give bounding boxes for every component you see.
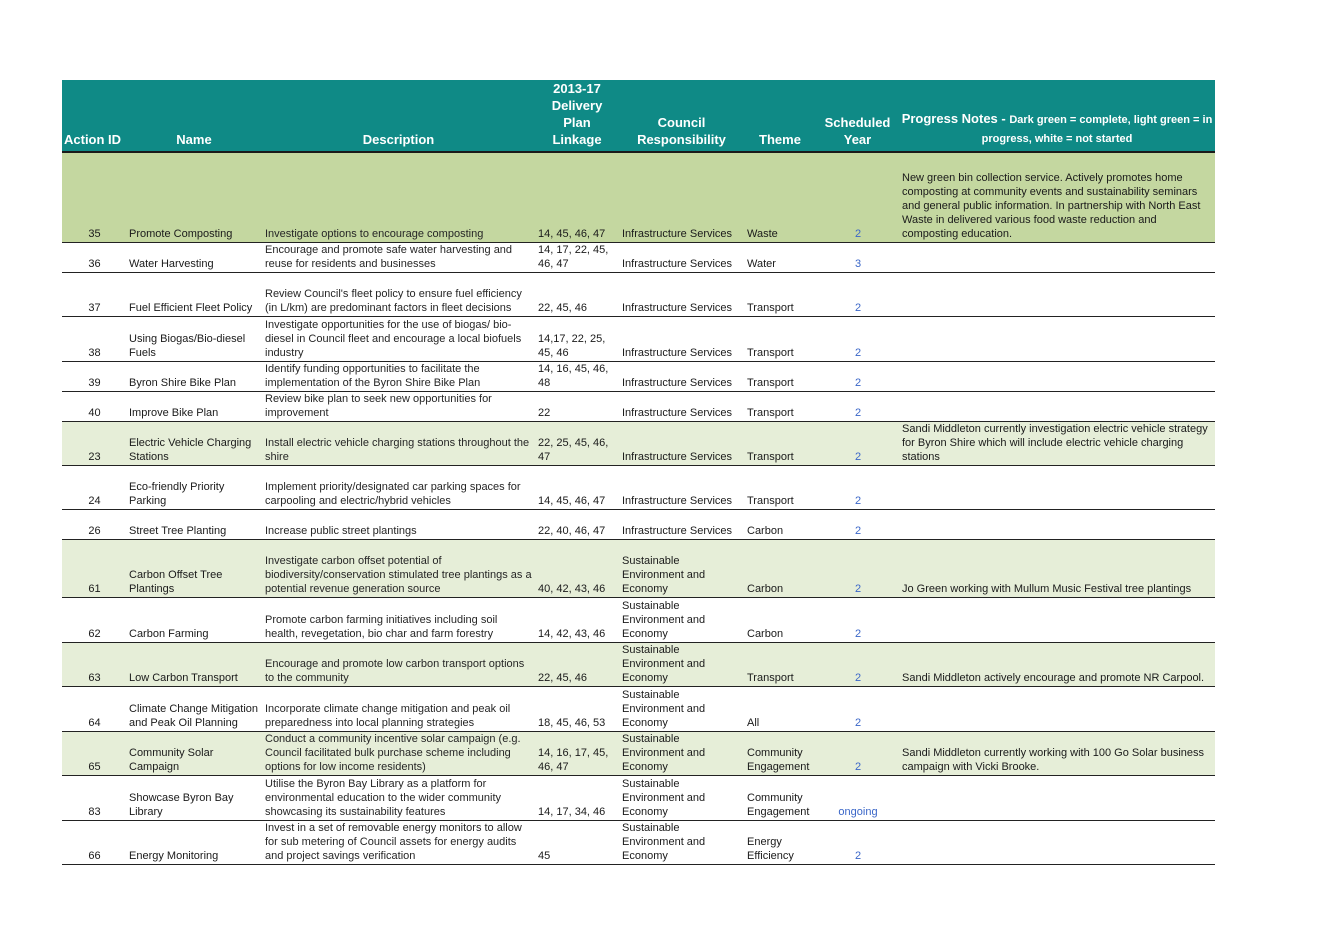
description-cell: Encourage and promote safe water harvesting and reuse for residents and businesses: [262, 242, 535, 272]
name-cell: Fuel Efficient Fleet Policy: [126, 272, 262, 316]
notes-cell: [899, 316, 1215, 361]
table-row: [62, 465, 1215, 509]
description-cell: Install electric vehicle charging stations throughout the shire: [262, 421, 535, 465]
responsibility-cell: Infrastructure Services: [619, 391, 744, 421]
description-cell: Increase public street plantings: [262, 509, 535, 539]
name-cell: Community Solar Campaign: [126, 731, 262, 775]
name-cell: Street Tree Planting: [126, 509, 262, 539]
description-cell: Invest in a set of removable energy monitors to allow for sub metering of Council assets for energy audits and project savings verification: [262, 820, 535, 864]
table-header: [62, 80, 1215, 152]
name-cell: Showcase Byron Bay Library: [126, 775, 262, 820]
table-body: [62, 152, 1215, 864]
table-row: [62, 272, 1215, 316]
theme-cell: Transport: [744, 391, 816, 421]
action-id-cell: 62: [62, 597, 126, 642]
linkage-cell: 45: [535, 820, 619, 864]
responsibility-cell: Infrastructure Services: [619, 421, 744, 465]
name-cell: Byron Shire Bike Plan: [126, 361, 262, 391]
notes-cell: Sandi Middleton currently working with 100 Go Solar business campaign with Vicki Brooke.: [899, 731, 1215, 775]
table-row: [62, 642, 1215, 686]
responsibility-cell: Infrastructure Services: [619, 361, 744, 391]
action-table: [62, 80, 1215, 865]
theme-cell: Transport: [744, 272, 816, 316]
responsibility-cell: Sustainable Environment and Economy: [619, 597, 744, 642]
action-id-cell: 65: [62, 731, 126, 775]
theme-cell: All: [744, 686, 816, 731]
linkage-cell: 22: [535, 391, 619, 421]
theme-cell: Transport: [744, 465, 816, 509]
linkage-cell: 22, 40, 46, 47: [535, 509, 619, 539]
header-description: Description: [262, 80, 535, 152]
table-row: [62, 242, 1215, 272]
linkage-cell: 22, 45, 46: [535, 272, 619, 316]
name-cell: Carbon Farming: [126, 597, 262, 642]
description-cell: Investigate options to encourage composting: [262, 152, 535, 242]
name-cell: Climate Change Mitigation and Peak Oil Planning: [126, 686, 262, 731]
responsibility-cell: Sustainable Environment and Economy: [619, 820, 744, 864]
action-id-cell: 24: [62, 465, 126, 509]
table-row: [62, 361, 1215, 391]
theme-cell: Transport: [744, 642, 816, 686]
name-cell: Electric Vehicle Charging Stations: [126, 421, 262, 465]
responsibility-cell: Infrastructure Services: [619, 152, 744, 242]
action-plan-sheet: [62, 80, 1215, 865]
name-cell: Improve Bike Plan: [126, 391, 262, 421]
notes-cell: [899, 597, 1215, 642]
responsibility-cell: Infrastructure Services: [619, 465, 744, 509]
notes-cell: Jo Green working with Mullum Music Festival tree plantings: [899, 539, 1215, 597]
name-cell: Energy Monitoring: [126, 820, 262, 864]
table-row: [62, 391, 1215, 421]
name-cell: Low Carbon Transport: [126, 642, 262, 686]
action-id-cell: 39: [62, 361, 126, 391]
name-cell: Eco-friendly Priority Parking: [126, 465, 262, 509]
linkage-cell: 14, 17, 22, 45, 46, 47: [535, 242, 619, 272]
description-cell: Review bike plan to seek new opportunities for improvement: [262, 391, 535, 421]
linkage-cell: 40, 42, 43, 46: [535, 539, 619, 597]
action-id-cell: 66: [62, 820, 126, 864]
theme-cell: Carbon: [744, 597, 816, 642]
table-row: [62, 820, 1215, 864]
description-cell: Implement priority/designated car parking spaces for carpooling and electric/hybrid vehicles: [262, 465, 535, 509]
action-id-cell: 64: [62, 686, 126, 731]
description-cell: Encourage and promote low carbon transport options to the community: [262, 642, 535, 686]
theme-cell: Carbon: [744, 509, 816, 539]
notes-cell: Sandi Middleton currently investigation electric vehicle strategy for Byron Shire which will include electric vehicle charging stations: [899, 421, 1215, 465]
theme-cell: Energy Efficiency: [744, 820, 816, 864]
header-action-id: Action ID: [62, 80, 126, 152]
action-id-cell: 83: [62, 775, 126, 820]
year-cell: 2: [816, 421, 899, 465]
responsibility-cell: Infrastructure Services: [619, 272, 744, 316]
notes-cell: [899, 465, 1215, 509]
action-id-cell: 36: [62, 242, 126, 272]
table-row: [62, 316, 1215, 361]
action-id-cell: 26: [62, 509, 126, 539]
table-row: [62, 539, 1215, 597]
notes-cell: [899, 391, 1215, 421]
notes-cell: [899, 686, 1215, 731]
responsibility-cell: Infrastructure Services: [619, 316, 744, 361]
table-row: [62, 686, 1215, 731]
linkage-cell: 14, 45, 46, 47: [535, 152, 619, 242]
description-cell: Incorporate climate change mitigation and peak oil preparedness into local planning strategies: [262, 686, 535, 731]
description-cell: Investigate opportunities for the use of biogas/ bio-diesel in Council fleet and encourage a local biofuels industry: [262, 316, 535, 361]
year-cell: 2: [816, 509, 899, 539]
header-linkage: 2013-17 Delivery Plan Linkage: [535, 80, 619, 152]
linkage-cell: 22, 45, 46: [535, 642, 619, 686]
table-row: [62, 421, 1215, 465]
description-cell: Identify funding opportunities to facilitate the implementation of the Byron Shire Bike Plan: [262, 361, 535, 391]
theme-cell: Community Engagement: [744, 775, 816, 820]
action-id-cell: 23: [62, 421, 126, 465]
action-id-cell: 63: [62, 642, 126, 686]
description-cell: Promote carbon farming initiatives including soil health, revegetation, bio char and farm forestry: [262, 597, 535, 642]
year-cell: 2: [816, 820, 899, 864]
responsibility-cell: Sustainable Environment and Economy: [619, 686, 744, 731]
theme-cell: Transport: [744, 421, 816, 465]
header-theme: Theme: [744, 80, 816, 152]
table-row: [62, 509, 1215, 539]
year-cell: 2: [816, 642, 899, 686]
header-year: Scheduled Year: [816, 80, 899, 152]
theme-cell: Waste: [744, 152, 816, 242]
notes-cell: [899, 509, 1215, 539]
name-cell: Carbon Offset Tree Plantings: [126, 539, 262, 597]
notes-cell: Sandi Middleton actively encourage and promote NR Carpool.: [899, 642, 1215, 686]
year-cell: 2: [816, 272, 899, 316]
theme-cell: Carbon: [744, 539, 816, 597]
description-cell: Conduct a community incentive solar campaign (e.g. Council facilitated bulk purchase scheme including options for low income residents): [262, 731, 535, 775]
notes-legend: Dark green = complete, light green = in progress, white = not started: [981, 114, 1213, 145]
theme-cell: Water: [744, 242, 816, 272]
notes-cell: [899, 272, 1215, 316]
year-cell: 3: [816, 242, 899, 272]
linkage-cell: 18, 45, 46, 53: [535, 686, 619, 731]
table-row: [62, 731, 1215, 775]
action-id-cell: 40: [62, 391, 126, 421]
action-id-cell: 35: [62, 152, 126, 242]
description-cell: Investigate carbon offset potential of biodiversity/conservation stimulated tree plantings as a potential revenue generation source: [262, 539, 535, 597]
year-cell: 2: [816, 316, 899, 361]
year-cell: 2: [816, 391, 899, 421]
table-row: [62, 775, 1215, 820]
theme-cell: Community Engagement: [744, 731, 816, 775]
notes-cell: [899, 242, 1215, 272]
table-row: [62, 597, 1215, 642]
linkage-cell: 14,17, 22, 25, 45, 46: [535, 316, 619, 361]
year-cell: 2: [816, 465, 899, 509]
name-cell: Water Harvesting: [126, 242, 262, 272]
action-id-cell: 37: [62, 272, 126, 316]
linkage-cell: 14, 16, 17, 45, 46, 47: [535, 731, 619, 775]
responsibility-cell: Sustainable Environment and Economy: [619, 731, 744, 775]
theme-cell: Transport: [744, 316, 816, 361]
year-cell: 2: [816, 597, 899, 642]
linkage-cell: 14, 16, 45, 46, 48: [535, 361, 619, 391]
header-name: Name: [126, 80, 262, 152]
description-cell: Review Council's fleet policy to ensure fuel efficiency (in L/km) are predominant factors in fleet decisions: [262, 272, 535, 316]
linkage-cell: 22, 25, 45, 46, 47: [535, 421, 619, 465]
responsibility-cell: Infrastructure Services: [619, 242, 744, 272]
notes-cell: [899, 820, 1215, 864]
responsibility-cell: Sustainable Environment and Economy: [619, 775, 744, 820]
table-row: [62, 152, 1215, 242]
theme-cell: Transport: [744, 361, 816, 391]
year-cell: 2: [816, 686, 899, 731]
linkage-cell: 14, 45, 46, 47: [535, 465, 619, 509]
action-id-cell: 61: [62, 539, 126, 597]
notes-cell: [899, 361, 1215, 391]
responsibility-cell: Sustainable Environment and Economy: [619, 642, 744, 686]
name-cell: Promote Composting: [126, 152, 262, 242]
responsibility-cell: Sustainable Environment and Economy: [619, 539, 744, 597]
name-cell: Using Biogas/Bio-diesel Fuels: [126, 316, 262, 361]
year-cell: ongoing: [816, 775, 899, 820]
year-cell: 2: [816, 731, 899, 775]
notes-cell: New green bin collection service. Actively promotes home composting at community events and sustainability seminars and general public information. In partnership with North East Waste in delivered various food waste reduction and composting education.: [899, 152, 1215, 242]
action-id-cell: 38: [62, 316, 126, 361]
year-cell: 2: [816, 539, 899, 597]
notes-title: Progress Notes -: [901, 111, 1010, 126]
responsibility-cell: Infrastructure Services: [619, 509, 744, 539]
notes-cell: [899, 775, 1215, 820]
description-cell: Utilise the Byron Bay Library as a platform for environmental education to the wider community showcasing its sustainability features: [262, 775, 535, 820]
year-cell: 2: [816, 361, 899, 391]
linkage-cell: 14, 17, 34, 46: [535, 775, 619, 820]
linkage-cell: 14, 42, 43, 46: [535, 597, 619, 642]
year-cell: 2: [816, 152, 899, 242]
header-progress-notes: [899, 80, 1215, 152]
header-responsibility: Council Responsibility: [619, 80, 744, 152]
